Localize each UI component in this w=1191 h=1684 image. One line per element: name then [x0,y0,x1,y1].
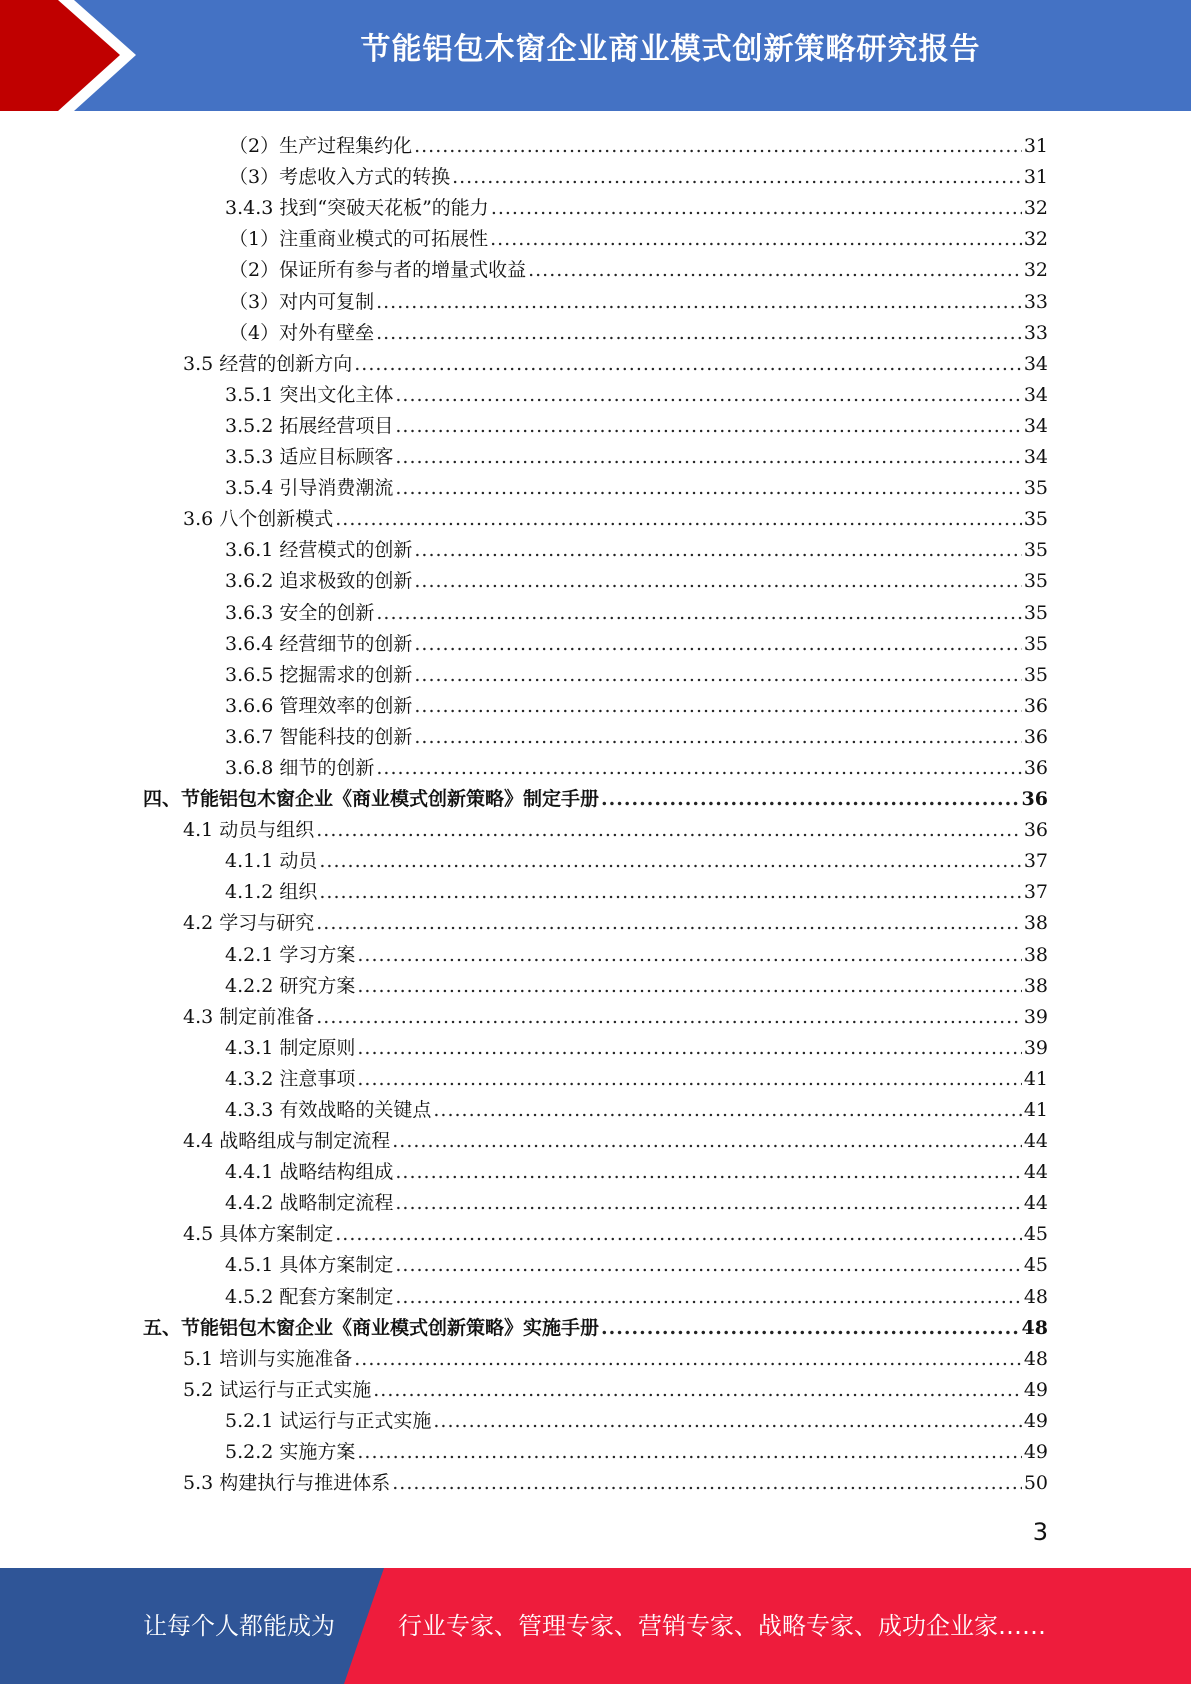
toc-entry-title: （1）注重商业模式的可拓展性 [229,228,489,251]
toc-dot-leader [357,1036,1021,1060]
toc-entry-page: 34 [1023,352,1048,375]
toc-entry-title: 5.3 构建执行与推进体系 [183,1472,391,1495]
toc-entry-page: 49 [1023,1441,1048,1464]
toc-entry-title: 4.4 战略组成与制定流程 [183,1130,391,1153]
toc-dot-leader [357,943,1021,967]
toc-entry-title: 3.6.6 管理效率的创新 [225,694,413,717]
toc-entry-page: 35 [1023,663,1048,686]
toc-entry-title: 4.5.1 具体方案制定 [225,1254,394,1277]
toc-entry-page: 49 [1023,1378,1048,1401]
toc-entry[interactable] [0,904,1191,935]
toc-entry-page: 32 [1023,259,1048,282]
toc-entry-page: 38 [1023,912,1048,935]
toc-entry-title: 3.6.4 经营细节的创新 [225,632,413,655]
toc-entry[interactable] [0,127,1191,158]
toc-entry-line [225,1160,1048,1184]
toc-entry[interactable] [0,718,1191,749]
toc-dot-leader [335,1222,1022,1246]
toc-dot-leader [433,1098,1021,1122]
toc-entry-title: 3.5.2 拓展经营项目 [225,414,394,437]
document-title: 节能铝包木窗企业商业模式创新策略研究报告 [360,32,981,67]
toc-dot-leader [601,787,1020,811]
toc-entry-page: 33 [1023,290,1048,313]
page-number: 3 [1032,1518,1048,1546]
toc-entry-title: （2）保证所有参与者的增量式收益 [229,259,527,282]
toc-entry-line [183,1129,1048,1153]
toc-entry[interactable] [0,998,1191,1029]
toc-entry[interactable] [0,935,1191,966]
toc-entry-page: 31 [1023,166,1048,189]
toc-entry-page: 34 [1023,414,1048,437]
toc-entry-title: 4.4.2 战略制定流程 [225,1192,394,1215]
toc-entry-title: 3.5.4 引导消费潮流 [225,477,394,500]
toc-dot-leader [316,911,1022,935]
toc-entry-line [225,414,1048,438]
toc-entry[interactable] [0,407,1191,438]
toc-entry-line [225,321,1048,345]
page-header [0,0,1191,111]
toc-entry-title: 5.2 试运行与正式实施 [183,1378,372,1401]
red-chevron-decoration [0,0,150,111]
toc-entry[interactable] [0,376,1191,407]
toc-entry-page: 37 [1023,850,1048,873]
toc-entry-title: 3.6.5 挖掘需求的创新 [225,663,413,686]
toc-entry[interactable] [0,593,1191,624]
toc-dot-leader [414,725,1021,749]
toc-dot-leader [414,538,1021,562]
toc-entry[interactable] [0,1277,1191,1308]
toc-dot-leader [392,1471,1022,1495]
toc-entry-line [225,134,1048,158]
toc-entry-title: 3.6.8 细节的创新 [225,756,375,779]
toc-entry-page: 34 [1023,383,1048,406]
toc-entry-title: 5.1 培训与实施准备 [183,1347,353,1370]
toc-entry[interactable] [0,873,1191,904]
toc-entry-line [225,849,1048,873]
toc-entry-page: 48 [1021,1316,1048,1339]
toc-entry-line [183,818,1048,842]
toc-entry-title: 4.3.2 注意事项 [225,1067,356,1090]
toc-entry-title: 5.2.2 实施方案 [225,1441,356,1464]
toc-entry-page: 36 [1023,756,1048,779]
toc-entry-title: （4）对外有壁垒 [229,321,375,344]
toc-entry[interactable] [0,1246,1191,1277]
toc-entry-page: 35 [1023,477,1048,500]
toc-entry-title: 四、节能铝包木窗企业《商业模式创新策略》制定手册 [143,788,600,811]
toc-entry-page: 35 [1023,539,1048,562]
toc-entry-page: 33 [1023,321,1048,344]
toc-entry-title: 4.2.2 研究方案 [225,974,356,997]
toc-entry[interactable] [0,220,1191,251]
toc-dot-leader [316,818,1022,842]
toc-entry-line [225,1191,1048,1215]
toc-dot-leader [395,383,1021,407]
toc-dot-leader [414,569,1021,593]
toc-entry-line [225,1440,1048,1464]
toc-entry-page: 50 [1023,1472,1048,1495]
toc-entry-line [225,974,1048,998]
toc-dot-leader [491,196,1022,220]
toc-entry-page: 45 [1023,1223,1048,1246]
toc-entry[interactable] [0,562,1191,593]
toc-entry[interactable] [0,1122,1191,1153]
footer-slogan-right: 行业专家、管理专家、营销专家、战略专家、成功企业家…… [398,1612,1046,1640]
toc-entry-page: 32 [1023,197,1048,220]
toc-entry-page: 44 [1023,1192,1048,1215]
toc-dot-leader [601,1316,1020,1340]
toc-entry-title: （3）对内可复制 [229,290,375,313]
table-of-contents [0,127,1191,1495]
toc-dot-leader [357,1067,1021,1091]
toc-entry[interactable] [0,314,1191,345]
toc-entry-title: 3.6.7 智能科技的创新 [225,725,413,748]
toc-entry-line [183,507,1048,531]
toc-entry[interactable] [0,345,1191,376]
toc-dot-leader [452,165,1022,189]
toc-dot-leader [376,290,1022,314]
toc-entry-title: 4.1.1 动员 [225,850,318,873]
toc-entry-title: 3.5 经营的创新方向 [183,352,353,375]
toc-dot-leader [395,445,1021,469]
toc-entry[interactable] [0,531,1191,562]
toc-entry-line [225,1036,1048,1060]
toc-entry[interactable] [0,1464,1191,1495]
toc-entry-title: 3.6.3 安全的创新 [225,601,375,624]
toc-dot-leader [316,1005,1022,1029]
toc-dot-leader [357,974,1021,998]
toc-entry-line [183,1471,1048,1495]
toc-entry-title: 4.5 具体方案制定 [183,1223,334,1246]
toc-dot-leader [395,1285,1021,1309]
toc-entry-line [143,1316,1048,1340]
toc-entry-page: 48 [1023,1285,1048,1308]
toc-entry-title: 3.6.1 经营模式的创新 [225,539,413,562]
toc-entry-line [183,1378,1048,1402]
toc-entry-line [225,538,1048,562]
toc-entry-title: 3.5.1 突出文化主体 [225,383,394,406]
toc-entry[interactable] [0,780,1191,811]
toc-entry-title: 4.2 学习与研究 [183,912,315,935]
toc-entry-page: 45 [1023,1254,1048,1277]
toc-dot-leader [395,476,1021,500]
toc-entry-line [225,476,1048,500]
toc-entry-title: 4.2.1 学习方案 [225,943,356,966]
toc-entry[interactable] [0,811,1191,842]
toc-entry-title: 4.1 动员与组织 [183,819,315,842]
toc-entry-line [225,445,1048,469]
toc-entry-page: 34 [1023,446,1048,469]
toc-entry[interactable] [0,687,1191,718]
toc-entry-title: 3.5.3 适应目标顾客 [225,446,394,469]
toc-entry-page: 31 [1023,135,1048,158]
toc-entry-page: 39 [1023,1005,1048,1028]
toc-dot-leader [490,227,1022,251]
toc-entry[interactable] [0,1433,1191,1464]
toc-entry-page: 35 [1023,570,1048,593]
toc-dot-leader [395,1253,1021,1277]
toc-entry[interactable] [0,1184,1191,1215]
toc-entry-line [225,943,1048,967]
toc-entry-line [225,165,1048,189]
toc-entry-title: 5.2.1 试运行与正式实施 [225,1409,432,1432]
toc-entry[interactable] [0,189,1191,220]
toc-dot-leader [319,849,1021,873]
toc-dot-leader [392,1129,1022,1153]
toc-entry[interactable] [0,1153,1191,1184]
toc-entry-line [183,1005,1048,1029]
toc-entry[interactable] [0,1309,1191,1340]
toc-entry-page: 39 [1023,1036,1048,1059]
toc-entry[interactable] [0,1340,1191,1371]
toc-entry[interactable] [0,749,1191,780]
toc-entry-title: 3.6 八个创新模式 [183,508,334,531]
toc-entry-line [225,632,1048,656]
toc-entry-title: 4.5.2 配套方案制定 [225,1285,394,1308]
toc-entry[interactable] [0,1060,1191,1091]
toc-entry[interactable] [0,438,1191,469]
toc-entry-line [225,290,1048,314]
toc-entry-line [143,787,1048,811]
toc-entry-page: 37 [1023,881,1048,904]
toc-entry-title: 3.4.3 找到“突破天花板”的能力 [225,197,489,220]
toc-entry-page: 36 [1021,788,1048,811]
toc-dot-leader [414,694,1021,718]
toc-entry-page: 38 [1023,943,1048,966]
toc-entry-title: 3.6.2 追求极致的创新 [225,570,413,593]
toc-dot-leader [354,1347,1022,1371]
toc-entry-page: 48 [1023,1347,1048,1370]
toc-entry-page: 41 [1023,1067,1048,1090]
toc-entry-line [225,663,1048,687]
toc-dot-leader [395,1191,1021,1215]
toc-entry-line [225,569,1048,593]
toc-entry-title: （3）考虑收入方式的转换 [229,166,451,189]
toc-dot-leader [373,1378,1022,1402]
toc-dot-leader [528,258,1022,282]
toc-entry-page: 36 [1023,725,1048,748]
toc-dot-leader [357,1440,1021,1464]
toc-dot-leader [335,507,1022,531]
toc-entry-page: 49 [1023,1409,1048,1432]
toc-entry-line [225,227,1048,251]
toc-entry-line [183,352,1048,376]
toc-entry-line [225,1098,1048,1122]
toc-entry-line [225,694,1048,718]
toc-entry-page: 35 [1023,632,1048,655]
toc-entry-line [225,601,1048,625]
toc-entry[interactable] [0,1215,1191,1246]
toc-dot-leader [354,352,1022,376]
toc-dot-leader [376,756,1021,780]
toc-entry[interactable] [0,1371,1191,1402]
toc-entry[interactable] [0,656,1191,687]
toc-entry[interactable] [0,469,1191,500]
toc-dot-leader [414,134,1022,158]
toc-entry-page: 35 [1023,601,1048,624]
toc-entry[interactable] [0,500,1191,531]
toc-entry-title: （2）生产过程集约化 [229,135,413,158]
toc-entry-title: 五、节能铝包木窗企业《商业模式创新策略》实施手册 [143,1316,600,1339]
toc-entry-page: 38 [1023,974,1048,997]
toc-entry[interactable] [0,1091,1191,1122]
toc-entry-line [225,196,1048,220]
toc-entry-line [225,1253,1048,1277]
toc-dot-leader [395,414,1021,438]
footer-slogan-left: 让每个人都能成为 [143,1612,335,1640]
toc-dot-leader [433,1409,1021,1433]
toc-entry[interactable] [0,1402,1191,1433]
toc-entry-line [225,725,1048,749]
toc-entry-line [183,1222,1048,1246]
toc-entry[interactable] [0,282,1191,313]
toc-dot-leader [414,663,1021,687]
toc-entry-line [225,880,1048,904]
toc-entry-line [225,1285,1048,1309]
toc-entry-line [225,258,1048,282]
toc-entry[interactable] [0,158,1191,189]
toc-dot-leader [376,601,1021,625]
toc-entry-page: 36 [1023,694,1048,717]
page-footer [0,1568,1191,1684]
toc-entry[interactable] [0,625,1191,656]
toc-entry[interactable] [0,842,1191,873]
toc-entry[interactable] [0,1029,1191,1060]
toc-entry-title: 4.4.1 战略结构组成 [225,1161,394,1184]
toc-dot-leader [376,321,1022,345]
toc-dot-leader [395,1160,1021,1184]
toc-entry-line [225,1409,1048,1433]
toc-entry-title: 4.1.2 组织 [225,881,318,904]
toc-entry-page: 44 [1023,1130,1048,1153]
toc-entry-line [225,756,1048,780]
toc-entry-page: 41 [1023,1099,1048,1121]
toc-entry-page: 44 [1023,1161,1048,1184]
toc-entry-line [225,1067,1048,1091]
toc-dot-leader [319,880,1021,904]
toc-entry[interactable] [0,967,1191,998]
toc-entry-title: 4.3.3 有效战略的关键点 [225,1099,432,1121]
toc-entry-title: 4.3 制定前准备 [183,1005,315,1028]
toc-entry[interactable] [0,251,1191,282]
toc-entry-page: 36 [1023,819,1048,842]
toc-entry-line [183,911,1048,935]
toc-dot-leader [414,632,1021,656]
toc-entry-page: 32 [1023,228,1048,251]
toc-entry-title: 4.3.1 制定原则 [225,1036,356,1059]
toc-entry-page: 35 [1023,508,1048,531]
toc-entry-line [225,383,1048,407]
toc-entry-line [183,1347,1048,1371]
